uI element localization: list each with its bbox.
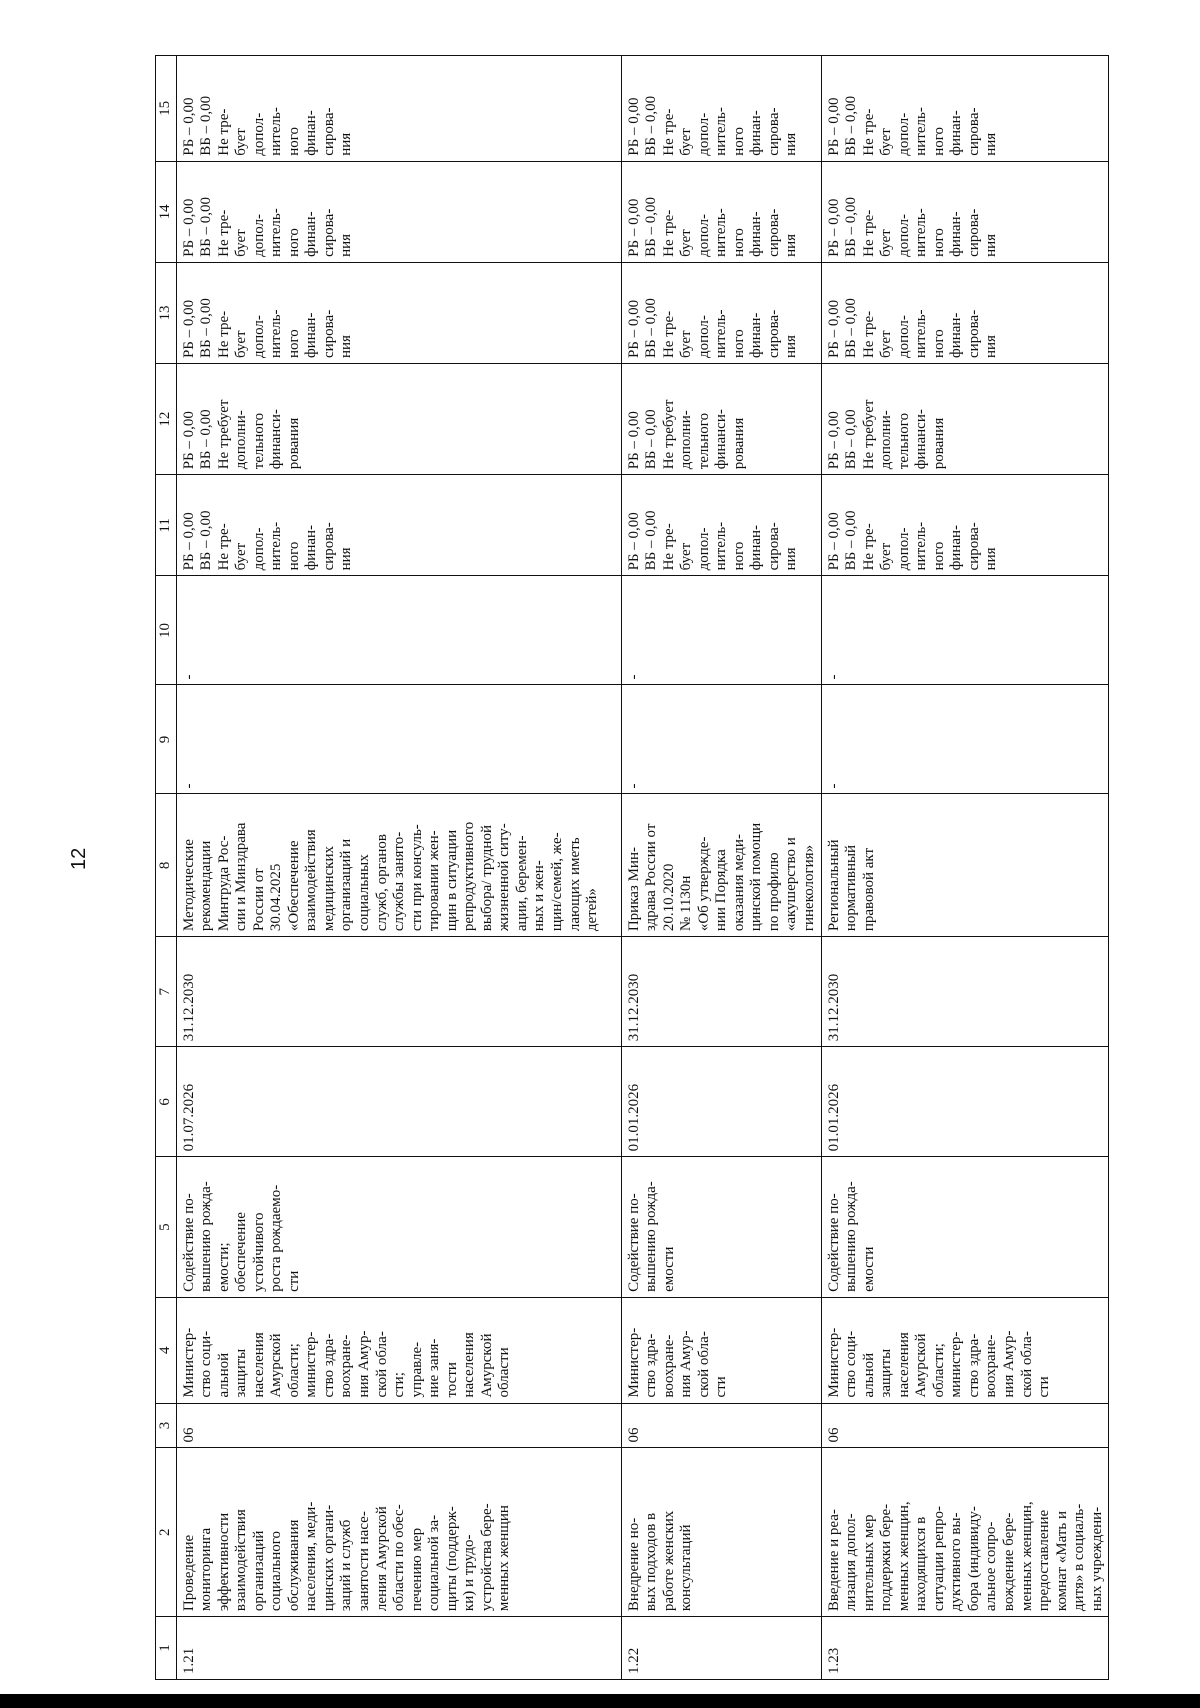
column-header: 13 xyxy=(156,262,177,363)
funding-cell: РБ – 0,00 ВБ – 0,00 Не тре- бует допол- нитель- ного финан- сирова- ния xyxy=(821,56,1109,162)
column-header: 7 xyxy=(156,937,177,1047)
table-row xyxy=(621,56,821,1680)
column-header: 6 xyxy=(156,1047,177,1157)
code-cell: 06 xyxy=(821,1403,1109,1448)
end-date: 31.12.2030 xyxy=(821,937,1109,1047)
start-date: 01.01.2026 xyxy=(821,1047,1109,1157)
funding-cell: РБ – 0,00 ВБ – 0,00 Не тре- бует допол- нитель- ного финан- сирова- ния xyxy=(176,161,621,262)
funding-cell: РБ – 0,00 ВБ – 0,00 Не требует дополни- тельного финанси- рования xyxy=(621,364,821,475)
code-cell: 06 xyxy=(176,1403,621,1448)
col9-cell: - xyxy=(176,685,621,794)
legal-basis-cell: Приказ Мин- здрава России от 20.10.2020 № 1130н «Об утвержде- нии Порядка оказания меди- цинской помощи по профилю «акушерство и гинекология» xyxy=(621,794,821,937)
responsible-cell: Министер- ство соци- альной защиты населения Амурской области; министер- ство здра- воохране- ния Амур- ской обла- сти xyxy=(821,1297,1109,1403)
funding-cell: РБ – 0,00 ВБ – 0,00 Не тре- бует допол- нитель- ного финан- сирова- ния xyxy=(176,262,621,363)
funding-cell: РБ – 0,00 ВБ – 0,00 Не тре- бует допол- нитель- ного финан- сирова- ния xyxy=(621,161,821,262)
rotated-table-wrapper xyxy=(155,55,1105,1680)
column-header: 9 xyxy=(156,685,177,794)
col10-cell: - xyxy=(176,576,621,685)
goal-cell: Содействие по- вышению рожда- емости; обеспечение устойчивого роста рождаемо- сти xyxy=(176,1157,621,1297)
responsible-cell: Министер- ство здра- воохране- ния Амур- ской обла- сти xyxy=(621,1297,821,1403)
column-header: 15 xyxy=(156,56,177,162)
start-date: 01.01.2026 xyxy=(621,1047,821,1157)
funding-cell: РБ – 0,00 ВБ – 0,00 Не требует дополни- тельного финанси- рования xyxy=(176,364,621,475)
goal-cell: Содействие по- вышению рожда- емости xyxy=(621,1157,821,1297)
funding-cell: РБ – 0,00 ВБ – 0,00 Не тре- бует допол- нитель- ного финан- сирова- ния xyxy=(176,56,621,162)
page-edge xyxy=(0,1694,1200,1708)
column-header: 5 xyxy=(156,1157,177,1297)
end-date: 31.12.2030 xyxy=(621,937,821,1047)
column-number-row xyxy=(156,56,177,1680)
column-header: 8 xyxy=(156,794,177,937)
goal-cell: Содействие по- вышению рожда- емости xyxy=(821,1157,1109,1297)
funding-cell: РБ – 0,00 ВБ – 0,00 Не тре- бует допол- нитель- ного финан- сирова- ния xyxy=(621,475,821,576)
table-row xyxy=(176,56,621,1680)
column-header: 2 xyxy=(156,1448,177,1617)
row-number: 1.21 xyxy=(176,1617,621,1680)
column-header: 10 xyxy=(156,576,177,685)
column-header: 12 xyxy=(156,364,177,475)
col10-cell: - xyxy=(821,576,1109,685)
code-cell: 06 xyxy=(621,1403,821,1448)
measures-table xyxy=(155,55,1109,1680)
funding-cell: РБ – 0,00 ВБ – 0,00 Не тре- бует допол- нитель- ного финан- сирова- ния xyxy=(821,161,1109,262)
funding-cell: РБ – 0,00 ВБ – 0,00 Не тре- бует допол- нитель- ного финан- сирова- ния xyxy=(621,56,821,162)
column-header: 14 xyxy=(156,161,177,262)
funding-cell: РБ – 0,00 ВБ – 0,00 Не тре- бует допол- нитель- ного финан- сирова- ния xyxy=(176,475,621,576)
funding-cell: РБ – 0,00 ВБ – 0,00 Не тре- бует допол- нитель- ного финан- сирова- ния xyxy=(821,475,1109,576)
page-number: 12 xyxy=(68,847,90,870)
start-date: 01.07.2026 xyxy=(176,1047,621,1157)
column-header: 1 xyxy=(156,1617,177,1680)
row-number: 1.22 xyxy=(621,1617,821,1680)
funding-cell: РБ – 0,00 ВБ – 0,00 Не требует дополни- тельного финанси- рования xyxy=(821,364,1109,475)
row-number: 1.23 xyxy=(821,1617,1109,1680)
measure-name: Введение и реа- лизация допол- нительных мер поддержки бере- менных женщин, находящихся в ситуации репро- дуктивного вы- бора (индивиду- альное сопро- вождение бере- менных женщин, предоставление комнат «Мать и дитя» в социаль- ных учреждени- xyxy=(821,1448,1109,1617)
legal-basis-cell: Методические рекомендации Минтруда Рос- сии и Минздрава России от 30.04.2025 «Обеспечение взаимодействия медицинских организаций и социальных служб, органов службы занято- сти при консуль- тировании жен- щин в ситуации репродуктивного выбора/ трудной жизненной ситу- ации, беремен- ных и жен- щин/семей, же- лающих иметь детей» xyxy=(176,794,621,937)
measure-name: Проведение мониторинга эффективности взаимодействия организаций социального обслуживания населения, меди- цинских органи- заций и служб занятости насе- ления Амурской области по обес- печению мер социальной за- щиты (поддерж- ки) и трудо- устройства бере- менных женщин xyxy=(176,1448,621,1617)
column-header: 4 xyxy=(156,1297,177,1403)
col9-cell: - xyxy=(621,685,821,794)
measure-name: Внедрение но- вых подходов в работе женских консультаций xyxy=(621,1448,821,1617)
end-date: 31.12.2030 xyxy=(176,937,621,1047)
funding-cell: РБ – 0,00 ВБ – 0,00 Не тре- бует допол- нитель- ного финан- сирова- ния xyxy=(821,262,1109,363)
col10-cell: - xyxy=(621,576,821,685)
column-header: 3 xyxy=(156,1403,177,1448)
col9-cell: - xyxy=(821,685,1109,794)
responsible-cell: Министер- ство соци- альной защиты населения Амурской области; министер- ство здра- воохране- ния Амур- ской обла- сти; управле- ние заня- тости населения Амурской области xyxy=(176,1297,621,1403)
funding-cell: РБ – 0,00 ВБ – 0,00 Не тре- бует допол- нитель- ного финан- сирова- ния xyxy=(621,262,821,363)
table-row xyxy=(821,56,1109,1680)
column-header: 11 xyxy=(156,475,177,576)
legal-basis-cell: Региональный нормативный правовой акт xyxy=(821,794,1109,937)
